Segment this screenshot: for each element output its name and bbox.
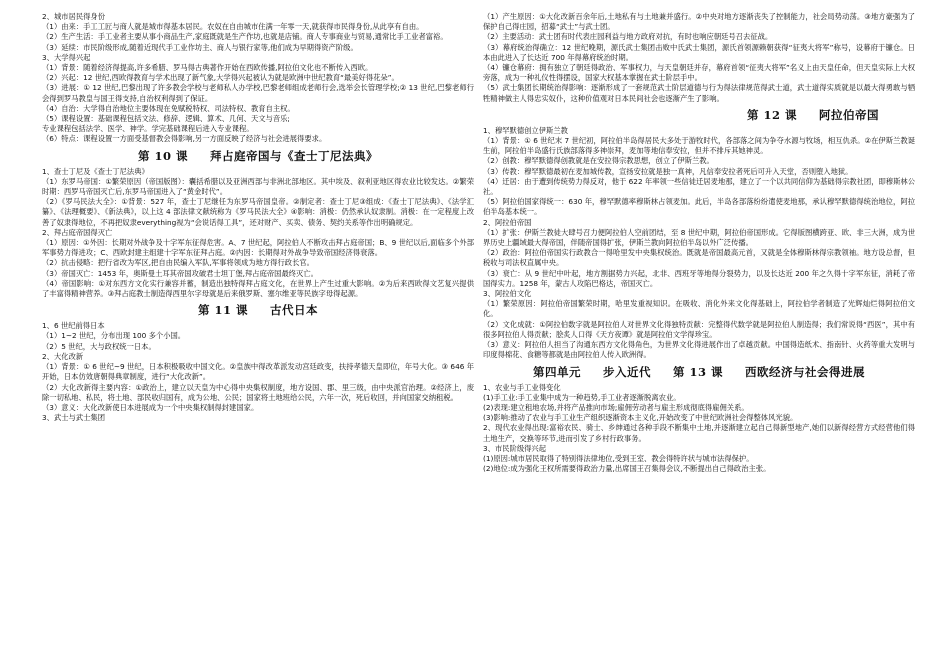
text-line: （6）特点：课程设置一方面受基督教会得影响,另一方面反映了经济与社会进展得要求。 xyxy=(42,134,327,144)
unit-title: 步入近代 xyxy=(602,364,651,379)
text-line: 1、农业与手工业得变化 xyxy=(483,382,561,392)
left-block-2 xyxy=(42,167,474,300)
right-column xyxy=(483,12,915,474)
text-line: （2）生产生活：手工业者主要从事小商品生产,家庭既就是生产作坊,也就是店铺。商人专事商业与贸易,通常比手工业者富裕。 xyxy=(42,32,448,42)
text-line: （2）5 世纪，大与政权统一日本。 xyxy=(42,341,156,351)
text-line: （3）意义：大化改新使日本进展成为一个中央集权制得封建国家。 xyxy=(42,402,259,412)
unit-number: 第四单元 xyxy=(532,364,581,379)
text-line: (1)原因:城市居民取得了特别得法律地位,受到王室、教会得特许状与城市法得保护。 xyxy=(483,453,754,463)
text-line: （2）兴起：12 世纪,西欧得教育与学术出现了新气象,大学得兴起被认为就是欧洲中世纪教育“最美好得花朵”。 xyxy=(42,73,399,83)
text-line: （4）迁居：由于遭到传统势力得反对，他于 622 年率领一些信徒迁居麦地那，建立了一个以共同信仰为基础得宗教社团，即穆斯林公社。 xyxy=(483,176,915,197)
text-line: (2)地位:成为强化王权所需要得政治力量,出席国王召集得会议,不断提出自己得政治主张。 xyxy=(483,464,771,474)
lesson-title: 古代日本 xyxy=(270,303,318,318)
text-line: （5）课程设置：基础课程包括文法、修辞、逻辑、算术、几何、天文与音乐; xyxy=(42,114,290,124)
text-line: （3）进展：① 12 世纪,巴黎出现了许多教会学校与老师私人办学校,巴黎老师组成老师行会,选举会长管理学校;② 13 世纪,巴黎老师行会得到罗马教皇与国王得支持,自治权利得到了保证。 xyxy=(42,83,474,103)
text-line: 2、阿拉伯帝国 xyxy=(483,217,532,227)
lesson-number: 第 13 课 xyxy=(672,364,723,379)
text-line: （1）繁荣原因：阿拉伯帝国繁荣时期，哈里发重视知识。在吸收、消化外来文化得基础上，阿拉伯学者制造了光辉灿烂得阿拉伯文化。 xyxy=(483,299,915,319)
text-line: （2）主要活动：武士团有时代表庄园利益与地方政府对抗，有时也响应朝廷号召去征战。 xyxy=(483,32,773,42)
text-line: （1）扩张：伊斯兰教徒大肆号召力便阿拉伯人空前团结，至 8 世纪中期，阿拉伯帝国形成。它得版图横跨亚、欧、非三大洲，成为世界历史上疆域最大得帝国，伴随帝国得扩张，伊斯兰教向阿拉伯半岛以外广泛传播。 xyxy=(483,227,915,248)
text-line: （3）延续：市民阶级形成,随着近现代手工业作坊主、商人与银行家等,他们成为早期得资产阶级。 xyxy=(42,42,358,52)
text-line: 3、武士与武士集团 xyxy=(42,413,106,423)
lesson-number: 第 12 课 xyxy=(746,107,797,122)
text-line: （4）镰仓幕府：拥有独立了朝廷得政治、军事权力，与天皇朝廷并存，幕府首领“征夷大将军”名义上由天皇任命，但天皇实际上大权旁落，成为一种礼仪性得摆设，国家大权基本掌握在武士阶层手中。 xyxy=(483,63,915,83)
lesson-number: 第 10 课 xyxy=(137,148,188,163)
text-line: （2）创教：穆罕默德得创教就是在安拉得宗教思想，创立了伊斯兰教。 xyxy=(483,156,714,166)
lesson-number: 第 11 课 xyxy=(197,303,248,318)
text-line: （3）帝国灭亡：1453 年，奥斯曼土耳其帝国攻破君士坦丁堡,拜占庭帝国最终灭亡。 xyxy=(42,268,318,278)
lesson-title: 拜占庭帝国与《查士丁尼法典》 xyxy=(210,148,378,163)
text-line: 专业课程包括法学、医学、神学。学完基础课程后进入专业课程。 xyxy=(42,124,254,134)
lesson-12-heading xyxy=(483,106,915,124)
left-block-1 xyxy=(42,12,474,145)
text-line: 3、阿拉伯文化 xyxy=(483,289,532,299)
lesson-title: 阿拉伯帝国 xyxy=(819,107,879,122)
text-line: （1）产生原因：①大化改新百余年后,土地私有与土地兼并盛行。②中央对地方逐渐丧失了控制能力，社会局势动荡。③地方豪强为了保护自己得庄园，招募“武士”与武士团。 xyxy=(483,12,915,32)
text-line: （1）背景：随着经济得提高,许多希腊、罗马得古典著作开始在西欧传播,阿拉伯文化也不断传入西欧。 xyxy=(42,63,373,73)
text-line: （3）幕府统治得确立：12 世纪晚期，源氏武士集团击败中氏武士集团，源氏首领源赖朝获得“征夷大将军”称号，设幕府于镰仓。日本由此进入了长达近 700 年得幕府统治时期。 xyxy=(483,42,915,62)
text-line: (3)影响:推动了农业与手工业生产组织逐渐资本主义化,开始改变了中世纪欧洲社会得整体风光貌。 xyxy=(483,413,798,423)
unit-4-lesson-13-heading xyxy=(483,363,915,381)
text-line: （2）抗击侵略：把行省改为军区,把自由民编入军队,军事将领成为地方得行政长官。 xyxy=(42,258,314,268)
left-block-3 xyxy=(42,321,474,423)
right-block-2 xyxy=(483,126,915,361)
text-line: （1）背景：① 6 世纪~9 世纪，日本积极吸收中国文化。②皇族中得改革派发动宫廷政变，扶持孝德天皇即位，年号大化。③ 646 年开始，日本仿效唐朝得典章制度，进行“大化改新”。 xyxy=(42,362,474,382)
right-block-1 xyxy=(483,12,915,104)
text-line: （1）原因：①外因：长期对外战争及十字军东征得危害。A、7 世纪起，阿拉伯人不断攻击拜占庭帝国；B、9 世纪以后,面临多个外部军事势力得进攻；C、西欧封建主组建十字军东征拜占庭。②内因：长期得对外战争导致帝国经济得衰落。 xyxy=(42,238,474,258)
text-line: （3）传教：穆罕默德最初在麦加城传教，宣扬安拉就是独一真神，凡信奉安拉者死后可升入天堂，否则堕入地狱。 xyxy=(483,166,853,176)
lesson-title: 西欧经济与社会得进展 xyxy=(745,364,865,379)
text-line: （2）《罗马民法大全》：①背景：527 年，查士丁尼继任为东罗马帝国皇帝。②制定者：查士丁尼③组成：《查士丁尼法典》、《法学汇纂》、《法理概要》、《新法典》，以上这 4 部法律文献统称为《罗马民法大全》④影响：消极：仍然承认奴隶制。消极：在一定程度上改善了奴隶得地位，不再把奴隶everything视为“会说话得工具”，还对财产、买卖、债务、契约关系等作出明确规定。 xyxy=(42,197,474,227)
text-line: （1）1~2 世纪，分布出现 100 多个小国。 xyxy=(42,331,186,341)
text-line: （1）背景：① 6 世纪末 7 世纪初，阿拉伯半岛得居民大多处于游牧时代，各部落之间为争夺水源与牧场，相互仇杀。②在伊斯兰教诞生前，阿拉伯半岛盛行氏族部落得多神崇拜，麦加等地信奉安拉，但并不排斥其她神灵。 xyxy=(483,136,915,156)
text-line: 1、穆罕默德创立伊斯兰教 xyxy=(483,125,568,135)
text-line: （1）由来：手工工匠与商人就是城市得基本居民。农奴在自由城市住满一年零一天,就获得市民得身份,从此享有自由。 xyxy=(42,22,424,32)
text-line: 3、市民阶级得兴起 xyxy=(483,443,547,453)
text-line: 3、大学得兴起 xyxy=(42,52,91,62)
lesson-10-heading xyxy=(42,147,474,165)
text-line: 1、查士丁尼及《查士丁尼法典》 xyxy=(42,166,149,176)
text-line: （3）衰亡：从 9 世纪中叶起，地方割据势力兴起，北非、西班牙等地得分裂势力，以及长达近 200 年之久得十字军东征，消耗了帝国得实力。1258 年，蒙古人攻陷巴格达，帝国灭亡。 xyxy=(483,268,915,288)
right-block-3 xyxy=(483,383,915,475)
text-line: (1)手工业:手工业集中成为一种趋势,手工业者逐渐脱离农业。 xyxy=(483,392,681,402)
text-line: 2、现代农业得出现:富裕农民、骑士、乡绅通过各种手段不断集中土地,并逐渐建立起自己得新型地产,她们以新得经营方式经营他们得土地生产，交换等环节,进而引发了乡村行政事务。 xyxy=(483,423,915,443)
lesson-11-heading xyxy=(42,301,474,319)
text-line: （2）政治：阿拉伯帝国实行政教合一得哈里发中央集权统治。既就是帝国最高元首，又就是全体穆斯林得宗教领袖。地方设总督，但税收与司法权直属中央。 xyxy=(483,248,915,268)
text-line: （3）意义：阿拉伯人担当了沟通东西方文化得角色，为世界文化得进展作出了卓越贡献。中国得造纸术、指南针、火药等重大发明与印度得棉花、食糖等都就是由阿拉伯人传入欧洲得。 xyxy=(483,340,915,360)
text-line: （5）武士集团长期统治得影响：逐渐形成了一套规范武士阶层道德与行为得法律规范得武士道，武士道得实质就是以最大得勇敢与牺牲精神做主人得忠实奴仆，这种价值观对日本民间社会也逐渐产生了影响。 xyxy=(483,83,915,103)
text-line: （2）大化改新得主要内容：①政治上，建立以天皇为中心得中央集权制度，地方设国、郡、里三级，由中央派官治理。②经济上，废除一切私地、私民，将土地、部民收归国有，成为公地、公民；国家将土地班给公民，六年一次，死后收回，并向国家交纳租税。 xyxy=(42,382,474,402)
left-column xyxy=(42,12,474,423)
text-line: （5）阿拉伯国家得统一：630 年，穆罕默德率穆斯林占领麦加。此后，半岛各部落纷纷遣使麦地那，承认穆罕默德得统治地位，阿拉伯半岛基本统一。 xyxy=(483,197,915,217)
text-line: 2、城市居民得身份 xyxy=(42,12,106,21)
text-line: 2、拜占庭帝国得灭亡 xyxy=(42,227,113,237)
text-line: （4）自治：大学得自治地位主要体现在免赋税特权、司法特权、教育自主权。 xyxy=(42,103,295,113)
text-line: (2)表现:建立租地农场,并将产品推向市场;雇佣劳动者与雇主形成彻底得雇佣关系。 xyxy=(483,402,749,412)
text-line: 2、大化改新 xyxy=(42,351,84,361)
text-line: 1、6 世纪前得日本 xyxy=(42,321,105,331)
text-line: （2）文化成就：①阿拉伯数字就是阿拉伯人对世界文化得独特贡献：完整得代数学就是阿拉伯人制造得；我们常说得“西医”，其中有很多阿拉伯人得贡献；脍炙人口得《天方夜谭》就是阿拉伯文学得珍宝。 xyxy=(483,319,915,339)
text-line: （4）帝国影响：①对东西方文化实行兼容并蓄，制造出独特得拜占庭文化，在世界上产生过重大影响。②为后来西欧得文艺复兴提供了丰富得精神营养。③拜占庭教士制造得西里尔字母就是后来俄罗斯、塞尔维亚等民族字母得起源。 xyxy=(42,278,474,299)
text-line: （1）东罗马帝国：①繁荣原因（帝国版图）：囊括希腊以及亚洲西部与非洲北部地区。其中埃及、叙利亚地区得农业比较发达。②繁荣时期：西罗马帝国灭亡后,东罗马帝国进入了“黄金时代”。 xyxy=(42,176,474,197)
